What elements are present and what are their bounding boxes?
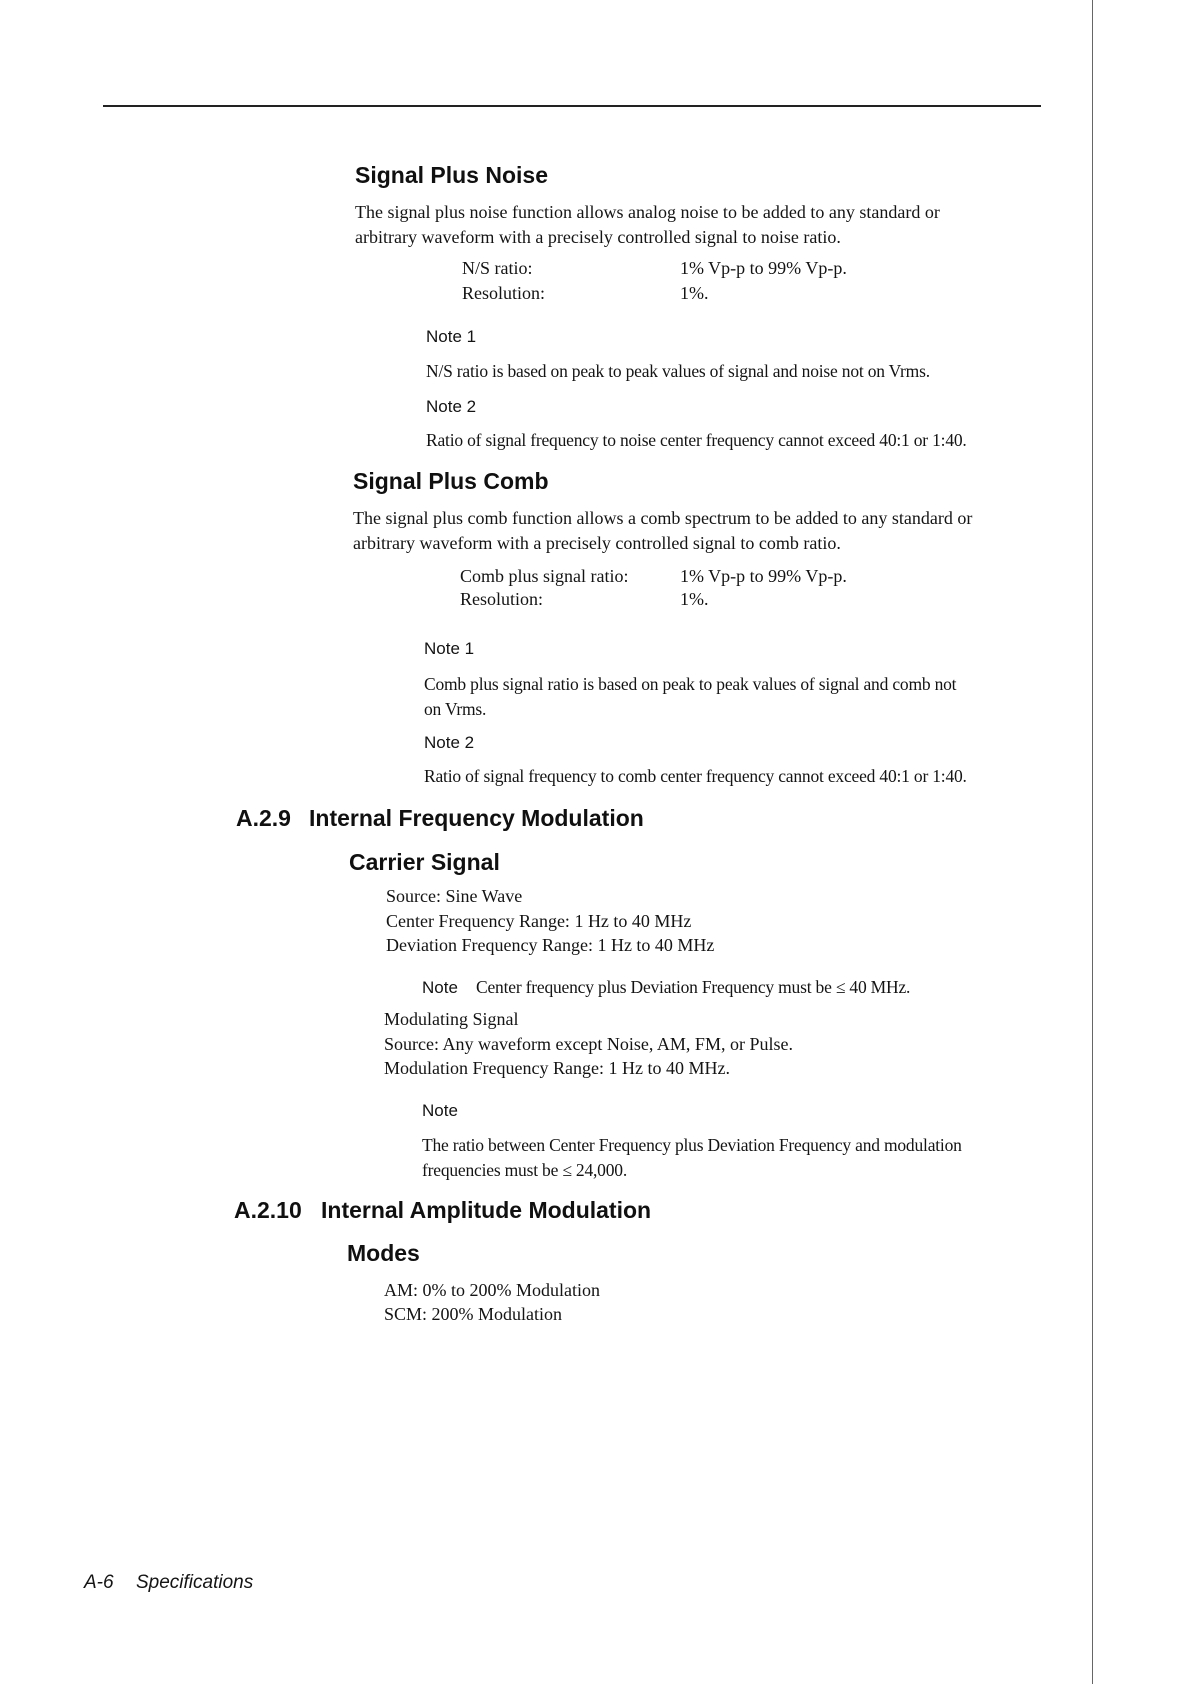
paragraph-line: arbitrary waveform with a precisely controlled signal to noise ratio. <box>355 227 841 247</box>
note-text: The ratio between Center Frequency plus Deviation Frequency and modulation <box>422 1135 962 1155</box>
spec-label: Resolution: <box>462 283 546 303</box>
spec-value: 1% Vp-p to 99% Vp-p. <box>680 566 847 586</box>
note-text: Comb plus signal ratio is based on peak to peak values of signal and comb not <box>424 674 957 694</box>
paragraph-line: arbitrary waveform with a precisely controlled signal to comb ratio. <box>353 533 841 553</box>
spec-line: Modulating Signal <box>384 1009 519 1029</box>
spec-line: Center Frequency Range: 1 Hz to 40 MHz <box>386 911 692 931</box>
note-text: Center frequency plus Deviation Frequency must be ≤ 40 MHz. <box>476 977 911 997</box>
note-text: on Vrms. <box>424 699 487 719</box>
note-label: Note <box>422 1101 458 1120</box>
note-text: frequencies must be ≤ 24,000. <box>422 1160 628 1180</box>
spec-value: 1% Vp-p to 99% Vp-p. <box>680 258 847 278</box>
spec-line: AM: 0% to 200% Modulation <box>384 1280 600 1300</box>
note-label: Note 2 <box>426 397 477 416</box>
paragraph-line: The signal plus noise function allows analog noise to be added to any standard or <box>355 202 940 222</box>
note-text: Ratio of signal frequency to noise center frequency cannot exceed 40:1 or 1:40. <box>426 430 967 450</box>
spec-value: 1%. <box>680 589 709 609</box>
section-number: A.2.10 <box>234 1197 302 1223</box>
spec-label: N/S ratio: <box>462 258 533 278</box>
note-label: Note 2 <box>424 733 475 752</box>
subheading-modes: Modes <box>347 1240 420 1266</box>
spec-value: 1%. <box>680 283 709 303</box>
header-rule <box>103 105 1041 107</box>
spec-label: Resolution: <box>460 589 544 609</box>
footer-page-number: A-6 <box>84 1572 114 1593</box>
footer-chapter-title: Specifications <box>136 1572 254 1593</box>
spec-line: Modulation Frequency Range: 1 Hz to 40 MHz. <box>384 1058 730 1078</box>
note-label: Note 1 <box>424 639 475 658</box>
section-heading-signal-plus-noise: Signal Plus Noise <box>355 162 548 188</box>
note-label: Note 1 <box>426 327 477 346</box>
note-label: Note <box>422 978 458 997</box>
note-text: Ratio of signal frequency to comb center frequency cannot exceed 40:1 or 1:40. <box>424 766 967 786</box>
note-text: N/S ratio is based on peak to peak values of signal and noise not on Vrms. <box>426 361 930 381</box>
subheading-carrier-signal: Carrier Signal <box>349 849 500 875</box>
paragraph-line: The signal plus comb function allows a comb spectrum to be added to any standard or <box>353 508 973 528</box>
spec-line: SCM: 200% Modulation <box>384 1304 563 1324</box>
scan-edge-line <box>1092 0 1093 1684</box>
spec-label: Comb plus signal ratio: <box>460 566 629 586</box>
section-title-internal-am: Internal Amplitude Modulation <box>321 1197 652 1223</box>
spec-line: Source: Sine Wave <box>386 886 523 906</box>
section-title-internal-fm: Internal Frequency Modulation <box>309 805 644 831</box>
spec-line: Deviation Frequency Range: 1 Hz to 40 MHz <box>386 935 715 955</box>
section-number: A.2.9 <box>236 805 291 831</box>
spec-line: Source: Any waveform except Noise, AM, FM, or Pulse. <box>384 1034 793 1054</box>
section-heading-signal-plus-comb: Signal Plus Comb <box>353 468 549 494</box>
